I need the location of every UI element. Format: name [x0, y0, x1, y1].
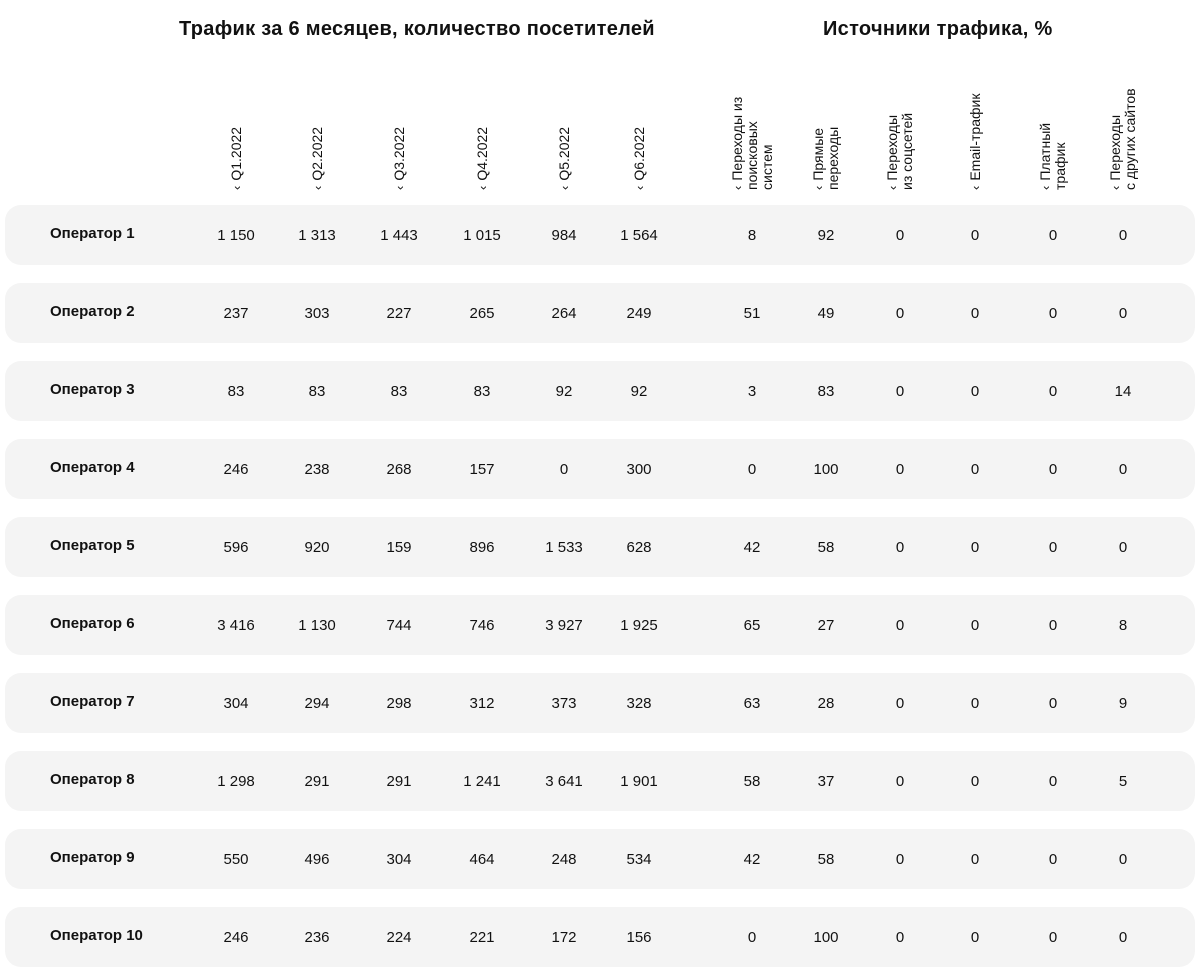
visitors-cell: 3 416: [217, 617, 255, 634]
traffic-group-title: Трафик за 6 месяцев, количество посетителей: [179, 18, 655, 40]
source-percent-cell: 0: [970, 929, 980, 946]
source-percent-cell: 0: [970, 305, 980, 322]
source-percent-cell: 0: [970, 695, 980, 712]
visitors-cell: 1 443: [380, 227, 418, 244]
column-header-sort-button[interactable]: [1022, 40, 1084, 190]
operator-name: Оператор 6: [50, 615, 135, 632]
visitors-cell: 3 927: [545, 617, 583, 634]
visitors-cell: 159: [386, 539, 412, 556]
column-header-sort-button[interactable]: [533, 40, 595, 190]
visitors-cell: 1 130: [298, 617, 336, 634]
visitors-cell: 1 298: [217, 773, 255, 790]
source-percent-cell: 37: [817, 773, 835, 790]
visitors-cell: 628: [626, 539, 652, 556]
column-header-label: Платный: [1037, 122, 1053, 181]
source-percent-cell: 0: [895, 461, 905, 478]
visitors-cell: 896: [469, 539, 495, 556]
source-percent-cell: 0: [1118, 461, 1128, 478]
visitors-cell: 1 564: [620, 227, 658, 244]
source-percent-cell: 0: [1118, 227, 1128, 244]
visitors-cell: 83: [308, 383, 326, 400]
column-header-label: Q6.2022: [630, 126, 647, 181]
source-percent-cell: 0: [970, 851, 980, 868]
source-percent-cell: 0: [1048, 539, 1058, 556]
column-header-sort-button[interactable]: [721, 40, 783, 190]
chevron-left-icon: ‹: [885, 185, 900, 190]
source-percent-cell: 0: [1048, 695, 1058, 712]
visitors-cell: 1 533: [545, 539, 583, 556]
source-percent-cell: 63: [743, 695, 761, 712]
source-percent-cell: 0: [1048, 305, 1058, 322]
visitors-cell: 373: [551, 695, 577, 712]
visitors-cell: 1 150: [217, 227, 255, 244]
visitors-cell: 534: [626, 851, 652, 868]
visitors-cell: 328: [626, 695, 652, 712]
source-percent-cell: 0: [970, 383, 980, 400]
chevron-left-icon: ‹: [309, 185, 325, 190]
visitors-cell: 298: [386, 695, 412, 712]
chevron-left-icon: ‹: [474, 185, 490, 190]
operator-name: Оператор 4: [50, 459, 135, 476]
visitors-cell: 744: [386, 617, 412, 634]
visitors-cell: 227: [386, 305, 412, 322]
source-percent-cell: 0: [895, 695, 905, 712]
table-row: [5, 361, 1195, 421]
visitors-cell: 221: [469, 929, 495, 946]
visitors-cell: 596: [223, 539, 249, 556]
visitors-cell: 249: [626, 305, 652, 322]
source-percent-cell: 0: [1118, 851, 1128, 868]
visitors-cell: 550: [223, 851, 249, 868]
source-percent-cell: 0: [1048, 851, 1058, 868]
column-header-label: Q2.2022: [308, 126, 325, 181]
source-percent-cell: 0: [1048, 461, 1058, 478]
column-header-sort-button[interactable]: [205, 40, 267, 190]
visitors-cell: 1 313: [298, 227, 336, 244]
visitors-cell: 268: [386, 461, 412, 478]
visitors-cell: 496: [304, 851, 330, 868]
visitors-cell: 1 901: [620, 773, 658, 790]
column-header-label: из соцсетей: [899, 112, 915, 190]
column-header-label: с других сайтов: [1122, 88, 1138, 190]
source-percent-cell: 0: [1118, 305, 1128, 322]
source-percent-cell: 100: [813, 461, 839, 478]
source-percent-cell: 0: [895, 539, 905, 556]
visitors-cell: 303: [304, 305, 330, 322]
visitors-cell: 3 641: [545, 773, 583, 790]
visitors-cell: 83: [473, 383, 491, 400]
chevron-left-icon: ‹: [1108, 185, 1123, 190]
column-header-label: Q4.2022: [473, 126, 490, 181]
visitors-cell: 157: [469, 461, 495, 478]
column-header-label: Переходы: [1107, 114, 1123, 181]
source-percent-cell: 0: [970, 773, 980, 790]
visitors-cell: 294: [304, 695, 330, 712]
table-row: [5, 673, 1195, 733]
chevron-left-icon: ‹: [631, 185, 647, 190]
operator-name: Оператор 8: [50, 771, 135, 788]
source-percent-cell: 9: [1118, 695, 1128, 712]
visitors-cell: 265: [469, 305, 495, 322]
visitors-cell: 238: [304, 461, 330, 478]
chevron-left-icon: ‹: [967, 185, 983, 190]
source-percent-cell: 0: [970, 617, 980, 634]
column-header-label: Q1.2022: [227, 126, 244, 181]
source-percent-cell: 65: [743, 617, 761, 634]
source-percent-cell: 0: [747, 929, 757, 946]
chevron-left-icon: ‹: [228, 185, 244, 190]
source-percent-cell: 42: [743, 539, 761, 556]
visitors-cell: 920: [304, 539, 330, 556]
source-percent-cell: 0: [1048, 383, 1058, 400]
table-row: [5, 751, 1195, 811]
source-percent-cell: 0: [1048, 929, 1058, 946]
visitors-cell: 304: [223, 695, 249, 712]
table-row: [5, 205, 1195, 265]
visitors-cell: 248: [551, 851, 577, 868]
source-percent-cell: 0: [1048, 227, 1058, 244]
table-row: [5, 907, 1195, 967]
source-percent-cell: 0: [970, 461, 980, 478]
source-percent-cell: 49: [817, 305, 835, 322]
chevron-left-icon: ‹: [391, 185, 407, 190]
chevron-left-icon: ‹: [811, 185, 826, 190]
visitors-cell: 984: [551, 227, 577, 244]
table-row: [5, 439, 1195, 499]
source-percent-cell: 0: [1048, 773, 1058, 790]
source-percent-cell: 58: [817, 851, 835, 868]
operator-name: Оператор 9: [50, 849, 135, 866]
visitors-cell: 92: [630, 383, 648, 400]
visitors-cell: 291: [386, 773, 412, 790]
column-header-sort-button[interactable]: [608, 40, 670, 190]
source-percent-cell: 42: [743, 851, 761, 868]
source-percent-cell: 0: [895, 929, 905, 946]
source-percent-cell: 0: [895, 227, 905, 244]
source-percent-cell: 0: [1118, 929, 1128, 946]
visitors-cell: 264: [551, 305, 577, 322]
source-percent-cell: 0: [970, 539, 980, 556]
source-percent-cell: 0: [895, 305, 905, 322]
chevron-left-icon: ‹: [729, 185, 745, 190]
visitors-cell: 246: [223, 461, 249, 478]
visitors-cell: 746: [469, 617, 495, 634]
visitors-cell: 1 241: [463, 773, 501, 790]
visitors-cell: 1 925: [620, 617, 658, 634]
source-percent-cell: 58: [817, 539, 835, 556]
source-percent-cell: 0: [1048, 617, 1058, 634]
source-percent-cell: 0: [895, 383, 905, 400]
column-header-label: Переходы: [884, 114, 900, 181]
sources-group-title: Источники трафика, %: [823, 18, 1053, 40]
column-header-label: переходы: [825, 126, 841, 190]
table-row: [5, 283, 1195, 343]
source-percent-cell: 0: [895, 851, 905, 868]
visitors-cell: 300: [626, 461, 652, 478]
source-percent-cell: 8: [747, 227, 757, 244]
visitors-cell: 172: [551, 929, 577, 946]
visitors-cell: 92: [555, 383, 573, 400]
source-percent-cell: 0: [895, 773, 905, 790]
visitors-cell: 237: [223, 305, 249, 322]
column-header-label: Переходы из: [728, 96, 745, 181]
column-header-sort-button[interactable]: [944, 40, 1006, 190]
chevron-left-icon: ‹: [556, 185, 572, 190]
column-header-sort-button[interactable]: [1092, 40, 1154, 190]
operator-name: Оператор 5: [50, 537, 135, 554]
column-header-sort-button[interactable]: [286, 40, 348, 190]
column-header-label: Q5.2022: [555, 126, 572, 181]
table-row: [5, 517, 1195, 577]
source-percent-cell: 83: [817, 383, 835, 400]
visitors-cell: 1 015: [463, 227, 501, 244]
operator-name: Оператор 7: [50, 693, 135, 710]
visitors-cell: 0: [559, 461, 569, 478]
table-row: [5, 595, 1195, 655]
operator-name: Оператор 3: [50, 381, 135, 398]
column-header-label: Q3.2022: [390, 126, 407, 181]
source-percent-cell: 100: [813, 929, 839, 946]
source-percent-cell: 14: [1114, 383, 1132, 400]
source-percent-cell: 8: [1118, 617, 1128, 634]
operator-name: Оператор 2: [50, 303, 135, 320]
source-percent-cell: 0: [1118, 539, 1128, 556]
column-header-label: поисковых: [743, 121, 760, 190]
visitors-cell: 156: [626, 929, 652, 946]
column-header-sort-button[interactable]: [869, 40, 931, 190]
source-percent-cell: 5: [1118, 773, 1128, 790]
visitors-cell: 291: [304, 773, 330, 790]
visitors-cell: 304: [386, 851, 412, 868]
source-percent-cell: 51: [743, 305, 761, 322]
visitors-cell: 83: [390, 383, 408, 400]
source-percent-cell: 28: [817, 695, 835, 712]
column-header-label: Прямые: [810, 127, 826, 181]
source-percent-cell: 0: [970, 227, 980, 244]
column-header-sort-button[interactable]: [795, 40, 857, 190]
source-percent-cell: 0: [895, 617, 905, 634]
table-row: [5, 829, 1195, 889]
visitors-cell: 236: [304, 929, 330, 946]
operator-name: Оператор 1: [50, 225, 135, 242]
source-percent-cell: 3: [747, 383, 757, 400]
column-header-sort-button[interactable]: [451, 40, 513, 190]
source-percent-cell: 0: [747, 461, 757, 478]
visitors-cell: 246: [223, 929, 249, 946]
source-percent-cell: 58: [743, 773, 761, 790]
source-percent-cell: 92: [817, 227, 835, 244]
column-header-label: Email-трафик: [966, 93, 983, 181]
visitors-cell: 224: [386, 929, 412, 946]
source-percent-cell: 27: [817, 617, 835, 634]
column-header-sort-button[interactable]: [368, 40, 430, 190]
operator-name: Оператор 10: [50, 927, 143, 944]
column-header-label: систем: [758, 144, 775, 190]
column-header-label: трафик: [1052, 142, 1068, 190]
visitors-cell: 83: [227, 383, 245, 400]
visitors-cell: 312: [469, 695, 495, 712]
visitors-cell: 464: [469, 851, 495, 868]
chevron-left-icon: ‹: [1038, 185, 1053, 190]
